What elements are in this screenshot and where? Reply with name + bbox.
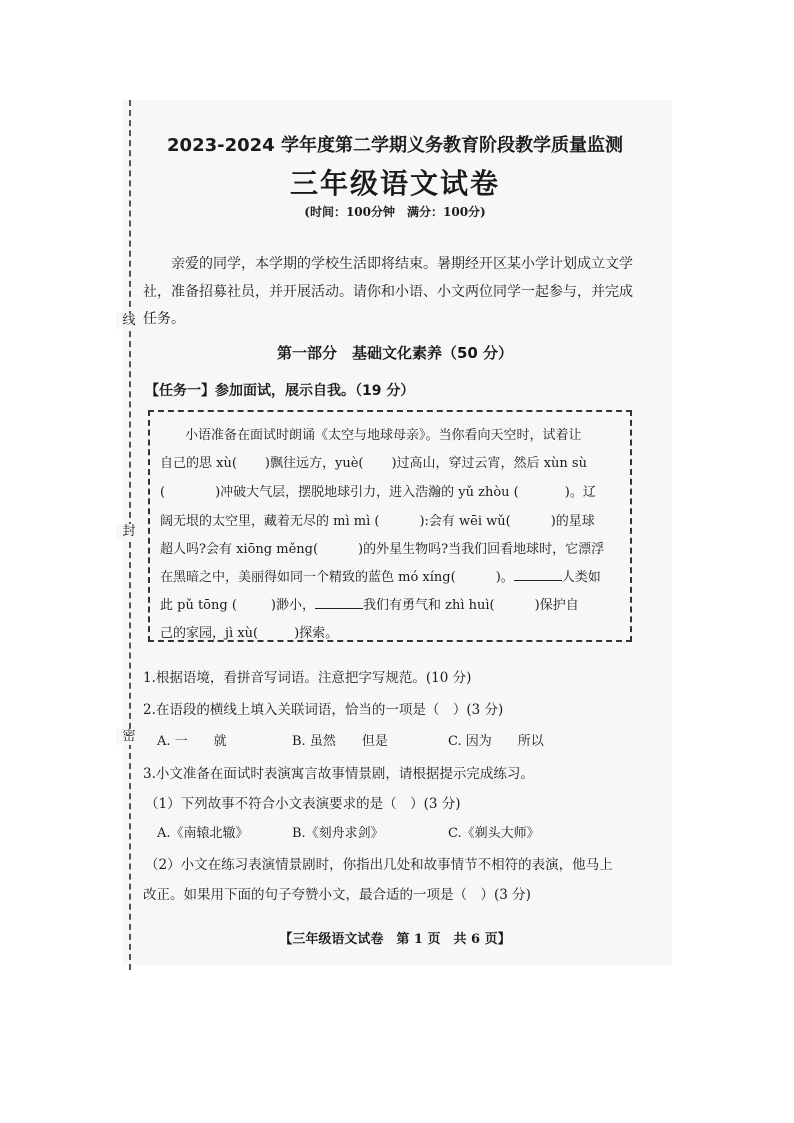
passage-line-2: 自己的思 xù( )飘往远方，yuè( )过高山，穿过云宵，然后 xùn sù [160,456,587,471]
exam-subject-title: 三年级语文试卷 [289,167,500,200]
passage-line-5: 超人吗?会有 xiōng měng( )的外星生物吗?当我们回看地球时，它漂浮 [160,542,605,557]
question-2-option-a: A. 一 就 [157,734,227,749]
binding-char-feng: 封 [116,524,142,540]
passage-line-7: 此 pǔ tōng ( )渺小， 我们有勇气和 zhì huì( )保护自 [160,598,579,613]
question-1: 1.根据语境，看拼音写词语。注意把字写规范。(10 分) [143,670,472,686]
question-3-2-line-1: （2）小文在练习表演情景剧时，你指出几处和故事情节不相符的表演，他马上 [145,857,613,873]
passage-line-4: 阔无垠的太空里，藏着无尽的 mì mì ( ):会有 wēi wǔ( )的星球 [160,514,595,529]
question-2-option-c: C. 因为 所以 [448,734,544,749]
passage-line-3: ( )冲破大气层，摆脱地球引力，进入浩瀚的 yǔ zhòu ( )。辽 [160,485,596,500]
passage-line-8: 己的家园，jì xù( )探索。 [160,626,339,641]
passage-line-1: 小语准备在面试时朗诵《太空与地球母亲》。当你看向天空时，试着让 [185,428,582,443]
exam-time-score: (时间：100分钟 满分：100分) [304,205,486,219]
page-footer: 【三年级语文试卷 第 1 页 共 6 页】 [279,932,511,947]
question-3-1-option-a: A.《南辕北辙》 [157,826,249,841]
connective-blank-1[interactable] [514,568,562,581]
intro-paragraph: 亲爱的同学，本学期的学校生活即将结束。暑期经开区某小学计划成立文学社，准备招募社员，并开展活动。请你和小语、小文两位同学一起参与，并完成任务。 [143,256,633,327]
section-title: 第一部分 基础文化素养（50 分） [276,344,514,362]
task-title: 【任务一】参加面试，展示自我。（19 分） [145,383,415,399]
passage-line-6: 在黑暗之中，美丽得如同一个精致的蓝色 mó xíng( )。 人类如 [160,570,601,585]
exam-title: 2023-2024 学年度第二学期义务教育阶段教学质量监测 [167,135,623,156]
binding-char-xian: 线 [116,313,142,329]
question-3-1: （1）下列故事不符合小文表演要求的是（ ）(3 分) [145,796,461,812]
question-3-1-option-b: B.《刻舟求剑》 [292,826,384,841]
connective-blank-2[interactable] [315,596,363,609]
question-3: 3.小文准备在面试时表演寓言故事情景剧，请根据提示完成练习。 [143,766,534,782]
question-2-option-b: B. 虽然 但是 [292,734,388,749]
question-3-2-line-2: 改正。如果用下面的句子夸赞小文，最合适的一项是（ ）(3 分) [143,887,531,903]
binding-char-mi: 密 [116,729,142,745]
question-3-1-option-c: C.《剃头大师》 [448,826,540,841]
question-2: 2.在语段的横线上填入关联词语，恰当的一项是（ ）(3 分) [143,702,504,718]
